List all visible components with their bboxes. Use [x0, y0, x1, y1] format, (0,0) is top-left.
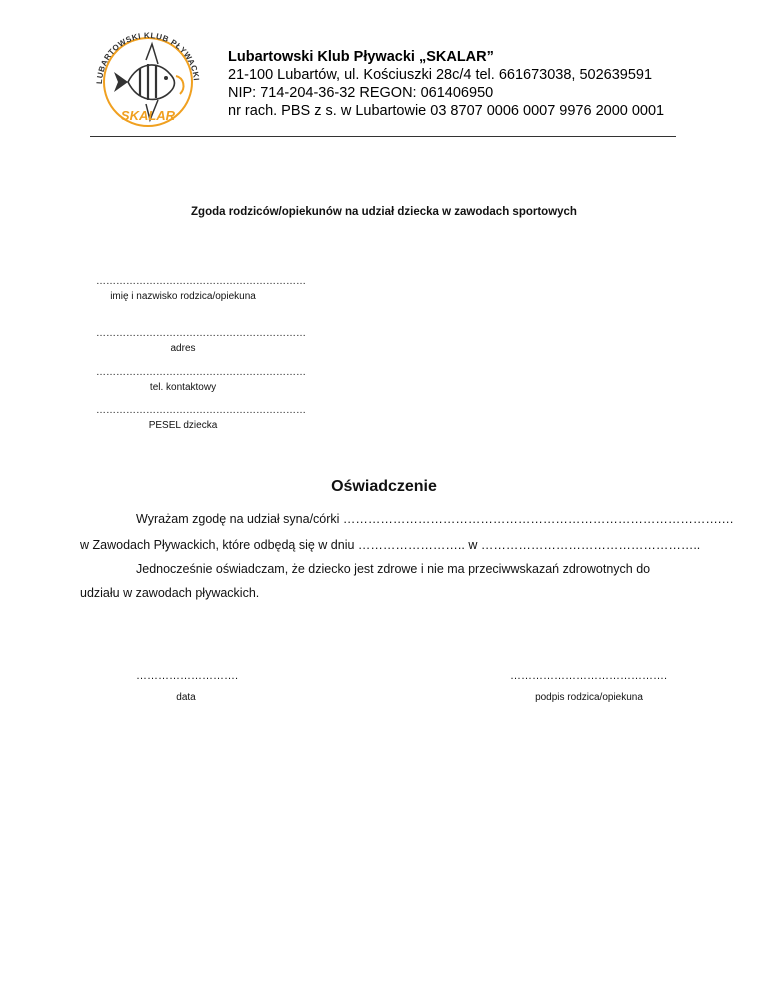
statement-line-3: Jednocześnie oświadczam, że dziecko jest zdrowe i nie ma przeciwwskazań zdrowotnych do [136, 562, 651, 576]
fill-line: ……………………………………………………… [96, 328, 306, 339]
field-label: tel. kontaktowy [149, 382, 217, 393]
fill-line: ……………………………………………………… [96, 276, 306, 287]
field-child-pesel [96, 405, 306, 432]
field-parent-name [96, 276, 306, 303]
fill-line: ……………………………………………………… [96, 367, 306, 378]
logo-bottom-text: SKALAR [120, 108, 176, 123]
org-address: 21-100 Lubartów, ul. Kościuszki 28c/4 tel. 661673038, 502639591 [228, 67, 653, 83]
statement-heading: Oświadczenie [331, 478, 437, 495]
fill-line: ……………………………………………………… [96, 405, 306, 416]
club-logo [88, 22, 208, 132]
statement-line-4: udziału w zawodach pływackich. [80, 586, 260, 600]
field-label: imię i nazwisko rodzica/opiekuna [110, 291, 256, 302]
org-bank-account: nr rach. PBS z s. w Lubartowie 03 8707 0006 0007 9976 2000 0001 [228, 103, 665, 119]
statement-line-1: Wyrażam zgodę na udział syna/córki ……………………………………………………………………………….… [136, 512, 734, 526]
document-title: Zgoda rodziców/opiekunów na udział dziecka w zawodach sportowych [191, 206, 577, 218]
header-divider [90, 136, 676, 137]
field-label: PESEL dziecka [148, 420, 218, 431]
field-phone [96, 367, 306, 394]
signature-label: podpis rodzica/opiekuna [535, 692, 643, 703]
date-label: data [176, 692, 196, 703]
org-ids: NIP: 714-204-36-32 REGON: 061406950 [228, 85, 494, 101]
statement-line-2: w Zawodach Pływackich, które odbędą się w dniu …………………….. w …………………………………………….. [80, 538, 701, 552]
signature-fill-line: ……………………………………. [510, 670, 668, 682]
field-address [96, 328, 306, 355]
logo-arc-text: LUBARTOWSKI KLUB PŁYWACKI [94, 30, 201, 85]
org-name: Lubartowski Klub Pływacki „SKALAR” [228, 49, 494, 65]
skalar-fish-logo-icon [88, 22, 208, 132]
date-fill-line: ………………………. [136, 670, 239, 682]
field-label: adres [170, 343, 196, 354]
